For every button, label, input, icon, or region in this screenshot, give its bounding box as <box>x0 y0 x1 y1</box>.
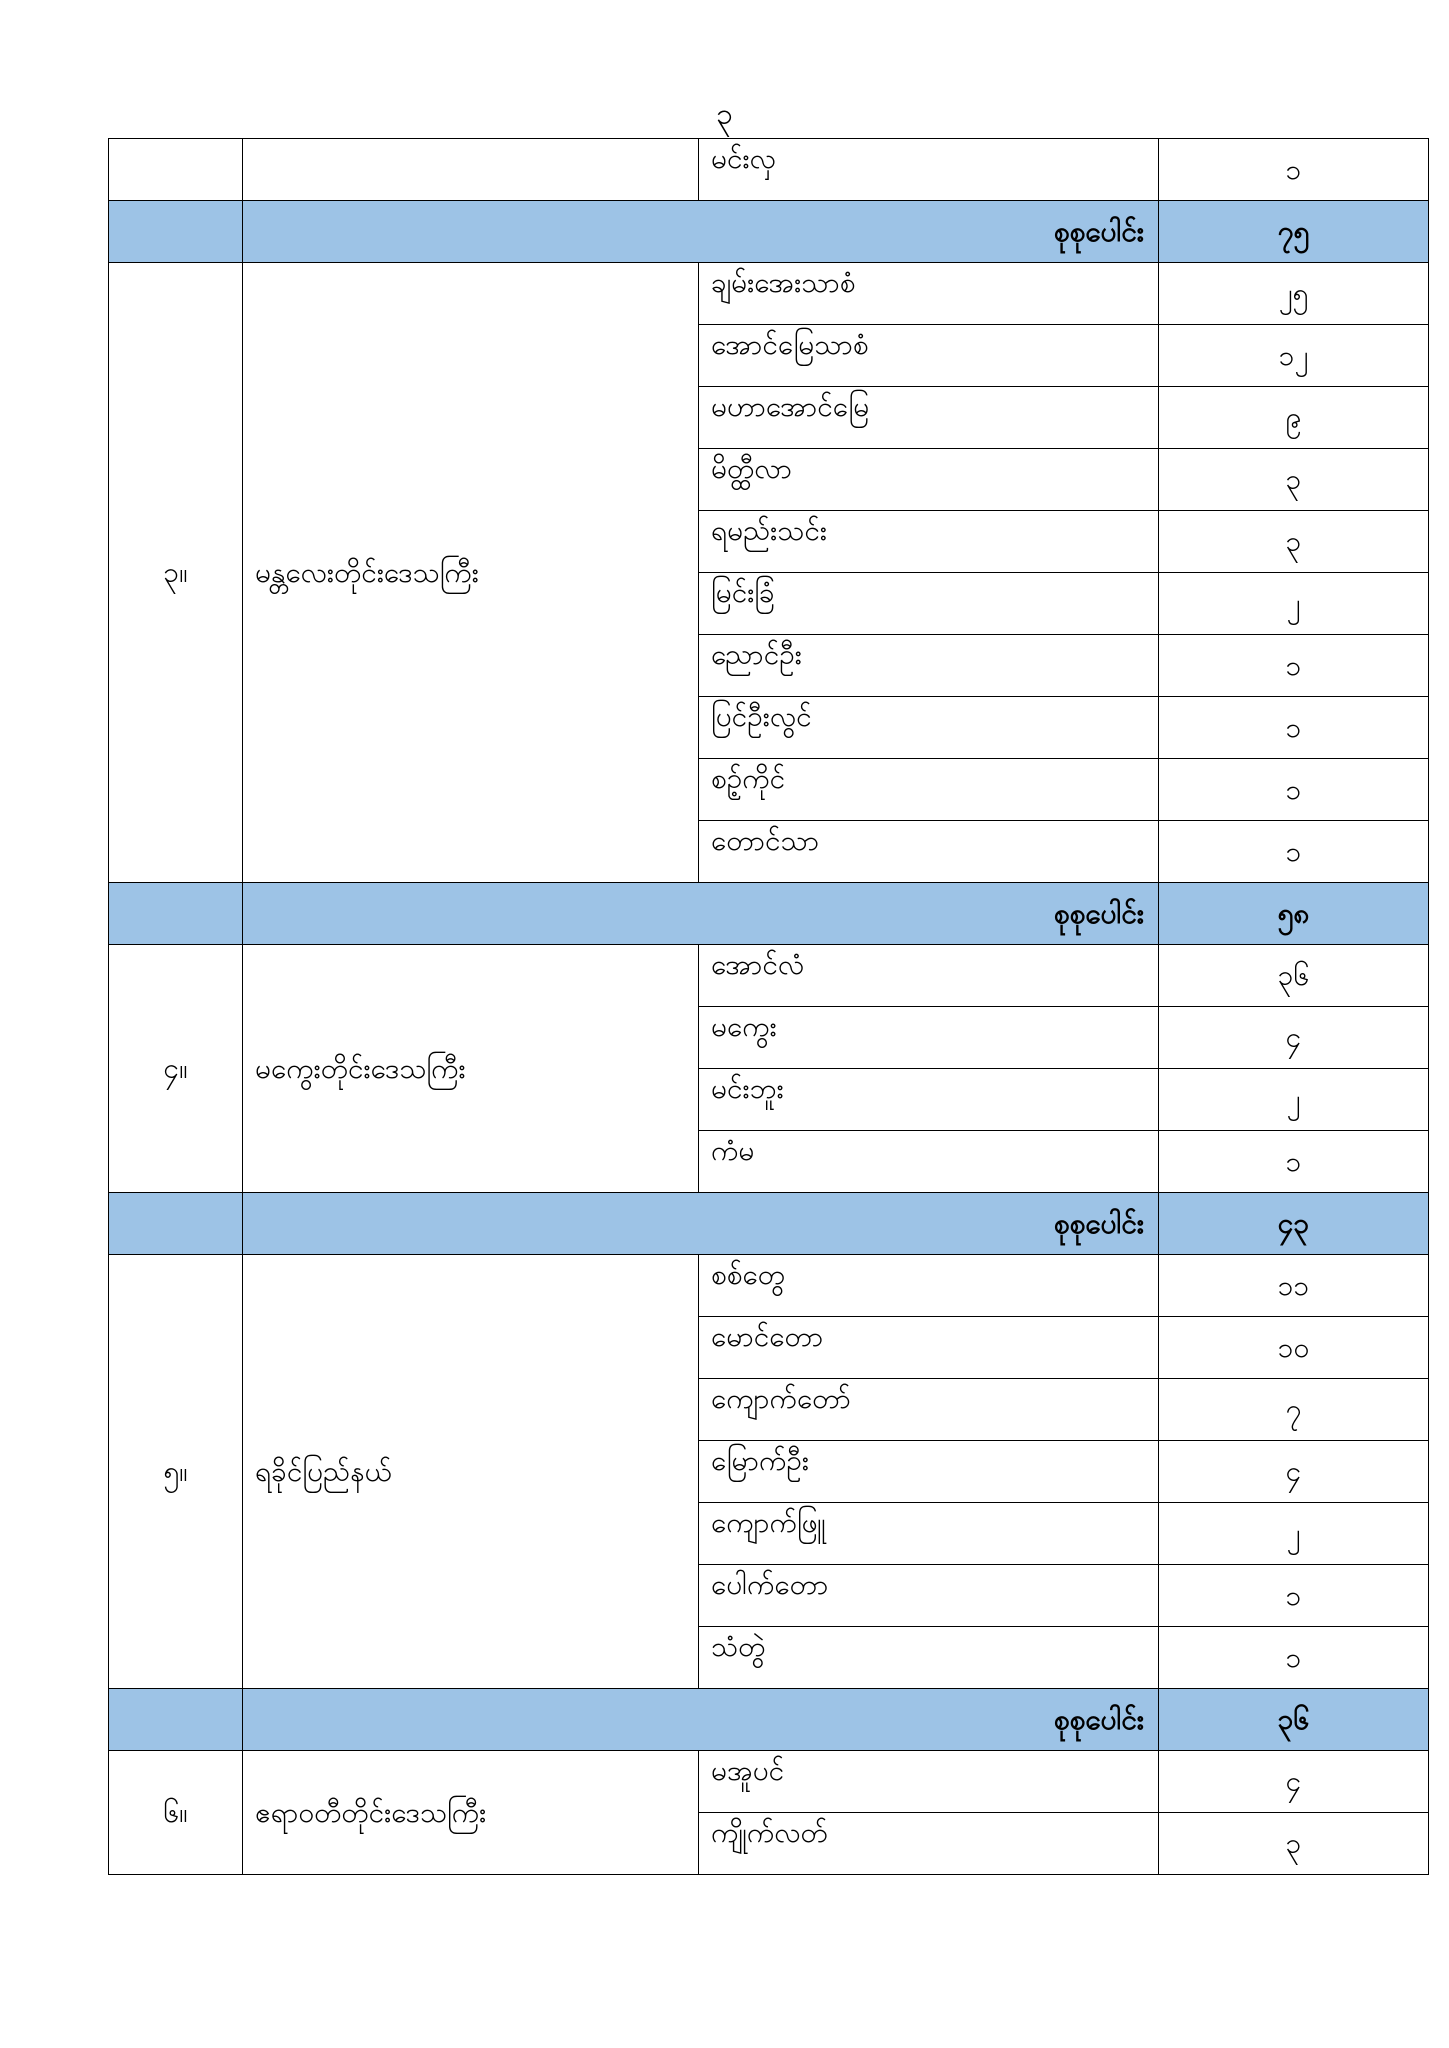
table-row <box>109 1255 1429 1317</box>
group-number: ၃။ <box>109 263 243 883</box>
region-name: ဧရာဝတီတိုင်းဒေသကြီး <box>243 1751 699 1875</box>
count-cell: ၁ <box>1159 1627 1429 1689</box>
page-number: ၃ <box>716 97 733 132</box>
township-cell: မြောက်ဦး <box>699 1441 1159 1503</box>
count-cell: ၉ <box>1159 387 1429 449</box>
township-cell: မင်းဘူး <box>699 1069 1159 1131</box>
count-cell: ၁ <box>1159 1131 1429 1193</box>
subtotal-label: စုစုပေါင်း <box>243 883 1159 945</box>
township-cell: ရမည်းသင်း <box>699 511 1159 573</box>
subtotal-row <box>109 201 1429 263</box>
subtotal-value: ၄၃ <box>1159 1193 1429 1255</box>
subtotal-value: ၇၅ <box>1159 201 1429 263</box>
township-cell: စစ်တွေ <box>699 1255 1159 1317</box>
township-cell: ပြင်ဦးလွင် <box>699 697 1159 759</box>
township-cell: စဉ့်ကိုင် <box>699 759 1159 821</box>
table-row <box>109 139 1429 201</box>
subtotal-label: စုစုပေါင်း <box>243 1689 1159 1751</box>
count-cell: ၃ <box>1159 1813 1429 1875</box>
township-cell: မင်းလှ <box>699 139 1159 201</box>
township-cell: သံတွဲ <box>699 1627 1159 1689</box>
group-number: ၄။ <box>109 945 243 1193</box>
count-cell: ၃ <box>1159 449 1429 511</box>
count-cell: ၁၁ <box>1159 1255 1429 1317</box>
table-row <box>109 1751 1429 1813</box>
count-cell: ၁ <box>1159 1565 1429 1627</box>
subtotal-label: စုစုပေါင်း <box>243 201 1159 263</box>
count-cell: ၁ <box>1159 759 1429 821</box>
township-cell: ညောင်ဦး <box>699 635 1159 697</box>
subtotal-label: စုစုပေါင်း <box>243 1193 1159 1255</box>
township-cell: ကျိုက်လတ် <box>699 1813 1159 1875</box>
region-cell <box>243 139 699 201</box>
township-cell: ပေါက်တော <box>699 1565 1159 1627</box>
count-cell: ၃ <box>1159 511 1429 573</box>
group-number: ၆။ <box>109 1751 243 1875</box>
township-cell: အောင်လံ <box>699 945 1159 1007</box>
subtotal-value: ၅၈ <box>1159 883 1429 945</box>
township-cell: မကွေး <box>699 1007 1159 1069</box>
count-cell: ၇ <box>1159 1379 1429 1441</box>
region-name: မန္တလေးတိုင်းဒေသကြီး <box>243 263 699 883</box>
count-cell: ၁၂ <box>1159 325 1429 387</box>
subtotal-value: ၃၆ <box>1159 1689 1429 1751</box>
count-cell: ၁ <box>1159 697 1429 759</box>
township-cell: ချမ်းအေးသာစံ <box>699 263 1159 325</box>
township-count-table <box>108 138 1429 1875</box>
count-cell: ၂ <box>1159 573 1429 635</box>
table-row <box>109 945 1429 1007</box>
township-cell: မအူပင် <box>699 1751 1159 1813</box>
subtotal-row <box>109 1193 1429 1255</box>
township-cell: ကံမ <box>699 1131 1159 1193</box>
subtotal-row <box>109 883 1429 945</box>
count-cell: ၂ <box>1159 1069 1429 1131</box>
township-cell: မောင်တော <box>699 1317 1159 1379</box>
township-cell: မြင်းခြံ <box>699 573 1159 635</box>
count-cell: ၁ <box>1159 139 1429 201</box>
count-cell: ၁ <box>1159 821 1429 883</box>
subtotal-row <box>109 1689 1429 1751</box>
township-cell: တောင်သာ <box>699 821 1159 883</box>
count-cell: ၁ <box>1159 635 1429 697</box>
township-cell: ကျောက်တော် <box>699 1379 1159 1441</box>
count-cell: ၃၆ <box>1159 945 1429 1007</box>
township-cell: ကျောက်ဖြူ <box>699 1503 1159 1565</box>
count-cell: ၄ <box>1159 1441 1429 1503</box>
township-cell: မဟာအောင်မြေ <box>699 387 1159 449</box>
township-cell: အောင်မြေသာစံ <box>699 325 1159 387</box>
number-cell <box>109 139 243 201</box>
region-name: မကွေးတိုင်းဒေသကြီး <box>243 945 699 1193</box>
count-cell: ၄ <box>1159 1751 1429 1813</box>
count-cell: ၄ <box>1159 1007 1429 1069</box>
count-cell: ၁၀ <box>1159 1317 1429 1379</box>
township-cell: မိတ္ထီလာ <box>699 449 1159 511</box>
region-name: ရခိုင်ပြည်နယ် <box>243 1255 699 1689</box>
group-number: ၅။ <box>109 1255 243 1689</box>
table-row <box>109 263 1429 325</box>
count-cell: ၂၅ <box>1159 263 1429 325</box>
count-cell: ၂ <box>1159 1503 1429 1565</box>
